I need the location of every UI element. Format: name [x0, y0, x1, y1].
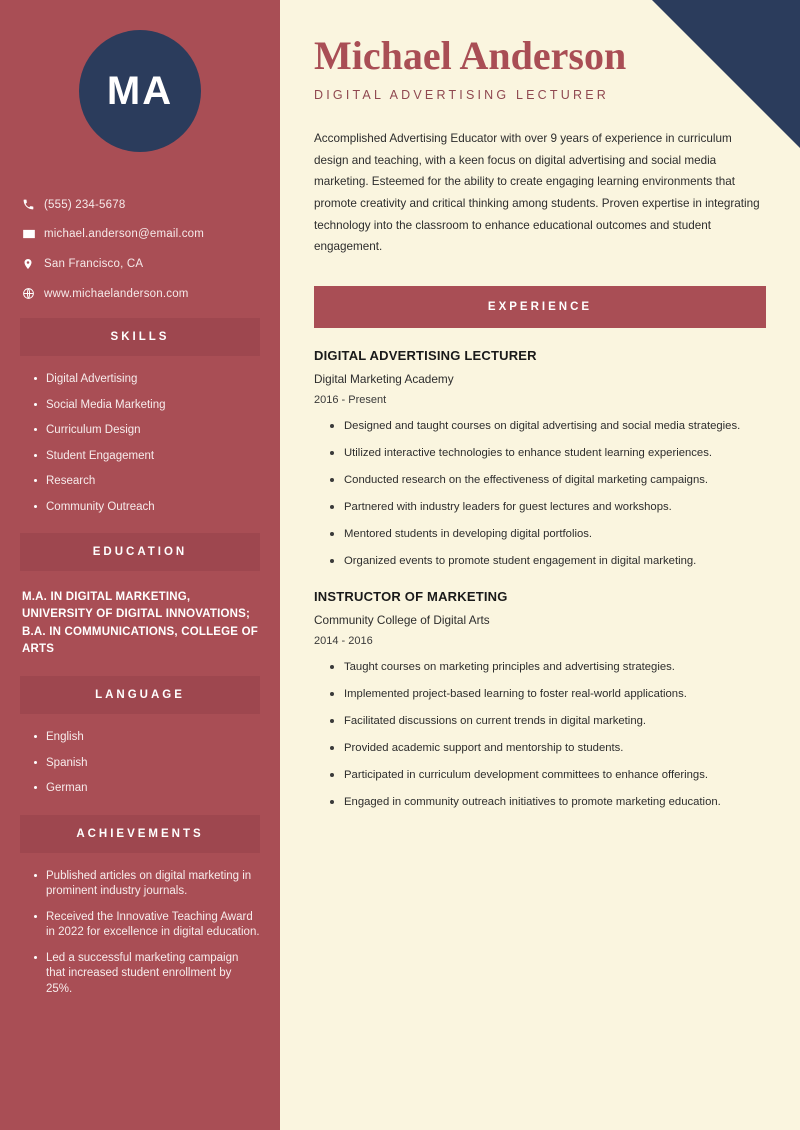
list-item: Implemented project-based learning to foster real-world applications.	[330, 686, 766, 703]
contact-item-website[interactable]	[22, 287, 258, 300]
section-heading-experience: EXPERIENCE	[314, 286, 766, 328]
list-item: Provided academic support and mentorship to students.	[330, 740, 766, 757]
skills-list	[20, 372, 260, 515]
list-item: English	[34, 730, 260, 746]
experience-dates: 2016 - Present	[314, 393, 387, 406]
list-item: Participated in curriculum development committees to enhance offerings.	[330, 767, 766, 784]
list-item: Digital Advertising	[34, 372, 260, 388]
list-item: Mentored students in developing digital portfolios.	[330, 526, 766, 543]
list-item: Designed and taught courses on digital advertising and social media strategies.	[330, 418, 766, 435]
list-item: Student Engagement	[34, 449, 260, 465]
avatar-container	[20, 30, 260, 152]
list-item: Utilized interactive technologies to enhance student learning experiences.	[330, 445, 766, 462]
main-content	[280, 0, 800, 1130]
language-list	[20, 730, 260, 797]
phone-icon	[22, 198, 44, 211]
education-text: M.A. IN DIGITAL MARKETING, UNIVERSITY OF DIGITAL INNOVATIONS; B.A. IN COMMUNICATIONS, COLLEGE OF ARTS	[22, 591, 258, 655]
list-item: Engaged in community outreach initiatives to promote marketing education.	[330, 794, 766, 811]
experience-title: DIGITAL ADVERTISING LECTURER	[314, 347, 537, 363]
list-item: Curriculum Design	[34, 423, 260, 439]
list-item: Spanish	[34, 756, 260, 772]
experience-bullets	[314, 659, 766, 811]
list-item: German	[34, 781, 260, 797]
envelope-icon	[22, 227, 44, 241]
sidebar-heading-skills: SKILLS	[20, 318, 260, 356]
list-item: Taught courses on marketing principles and advertising strategies.	[330, 659, 766, 676]
achievements-list	[20, 869, 260, 998]
contact-value-email: michael.anderson@email.com	[44, 228, 205, 240]
experience-title: INSTRUCTOR OF MARKETING	[314, 589, 508, 605]
list-item: Conducted research on the effectiveness of digital marketing campaigns.	[330, 472, 766, 489]
list-item: Published articles on digital marketing in prominent industry journals.	[34, 869, 260, 900]
contact-item-phone[interactable]	[22, 198, 258, 211]
contact-value-phone: (555) 234-5678	[44, 198, 126, 211]
contact-list	[20, 198, 260, 300]
experience-entry	[314, 348, 766, 570]
list-item: Social Media Marketing	[34, 398, 260, 414]
page-title: Michael Anderson	[314, 33, 627, 78]
location-pin-icon	[22, 257, 44, 271]
experience-organization: Community College of Digital Arts	[314, 613, 490, 628]
experience-dates: 2014 - 2016	[314, 635, 373, 648]
sidebar	[0, 0, 280, 1130]
list-item: Partnered with industry leaders for guest lectures and workshops.	[330, 499, 766, 516]
contact-item-email[interactable]	[22, 227, 258, 241]
experience-organization: Digital Marketing Academy	[314, 371, 454, 386]
list-item: Led a successful marketing campaign that increased student enrollment by 25%.	[34, 951, 260, 998]
avatar: MA	[79, 30, 201, 152]
globe-icon	[22, 287, 44, 300]
list-item: Community Outreach	[34, 500, 260, 516]
sidebar-heading-education: EDUCATION	[20, 533, 260, 571]
contact-value-location: San Francisco, CA	[44, 258, 144, 270]
list-item: Research	[34, 474, 260, 490]
list-item: Facilitated discussions on current trends in digital marketing.	[330, 713, 766, 730]
contact-item-location	[22, 257, 258, 271]
profile-summary: Accomplished Advertising Educator with over 9 years of experience in curriculum design and teaching, with a keen focus on digital advertising and social media marketing. Esteemed for the ability to create engaging learning environments that promote creativity and critical thinking among students. Proven expertise in integrating technology into the classroom to enhance educational outcomes and student engagement.	[314, 132, 760, 254]
list-item: Received the Innovative Teaching Award in 2022 for excellence in digital education.	[34, 910, 260, 941]
sidebar-heading-achievements: ACHIEVEMENTS	[20, 815, 260, 853]
experience-entry	[314, 589, 766, 811]
job-role-subtitle: DIGITAL ADVERTISING LECTURER	[314, 88, 609, 102]
experience-bullets	[314, 418, 766, 570]
sidebar-heading-language: LANGUAGE	[20, 676, 260, 714]
contact-value-website: www.michaelanderson.com	[44, 287, 189, 300]
list-item: Organized events to promote student engagement in digital marketing.	[330, 553, 766, 570]
